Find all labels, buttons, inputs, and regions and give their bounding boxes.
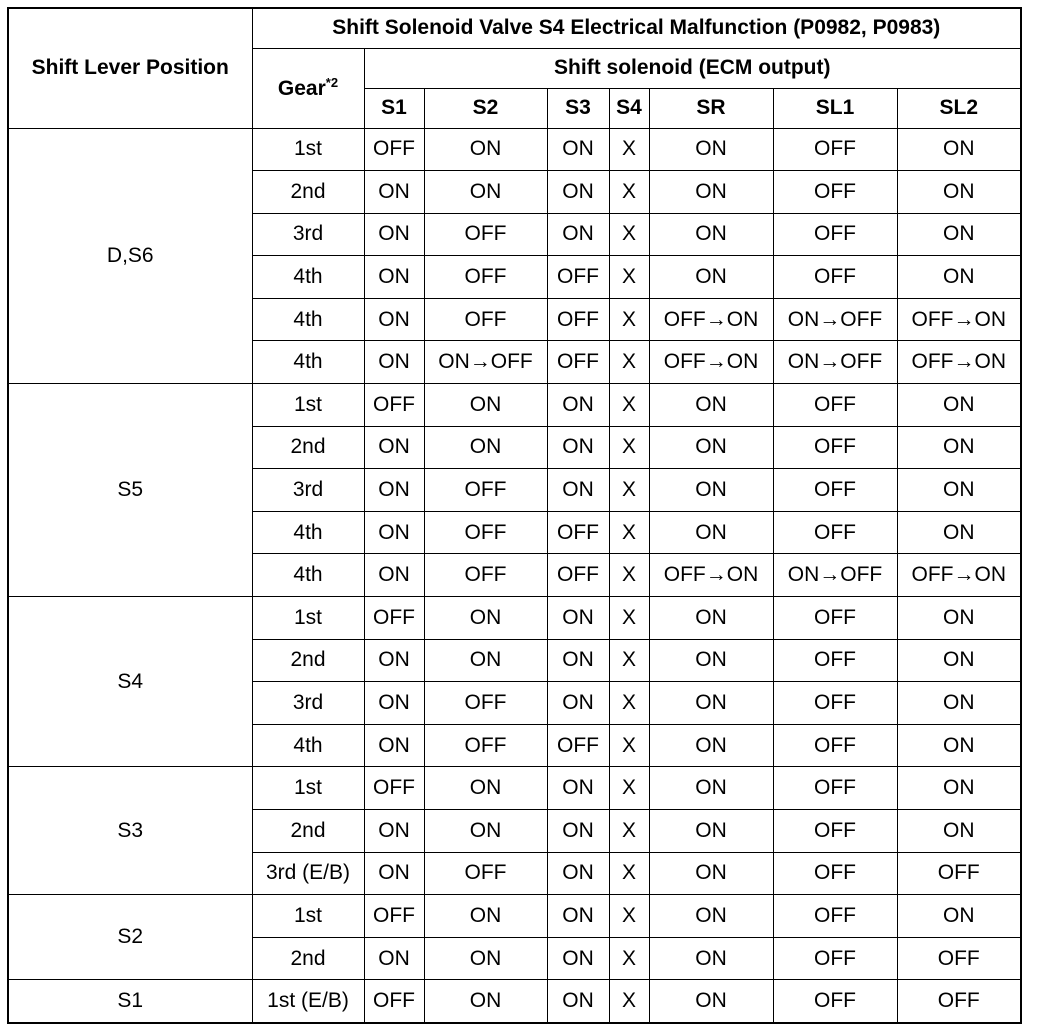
solenoid-state-cell: ON — [547, 426, 609, 469]
solenoid-state-cell: ON — [649, 511, 773, 554]
solenoid-state-cell: ON — [897, 384, 1021, 427]
solenoid-state-cell: X — [609, 597, 649, 640]
solenoid-state-cell: ON — [364, 469, 424, 512]
solenoid-state-cell: OFF→ON — [649, 554, 773, 597]
solenoid-state-cell: ON — [897, 810, 1021, 853]
gear-cell: 1st — [252, 384, 364, 427]
gear-cell: 4th — [252, 724, 364, 767]
solenoid-state-cell: OFF→ON — [649, 298, 773, 341]
solenoid-state-cell: ON — [364, 810, 424, 853]
solenoid-state-cell: ON — [649, 852, 773, 895]
solenoid-state-cell: X — [609, 341, 649, 384]
solenoid-state-cell: ON — [547, 980, 609, 1023]
solenoid-state-cell: OFF — [424, 256, 547, 299]
solenoid-state-cell: OFF — [424, 511, 547, 554]
gear-cell: 4th — [252, 341, 364, 384]
solenoid-state-cell: OFF — [547, 724, 609, 767]
solenoid-state-cell: ON — [364, 298, 424, 341]
column-header-s3: S3 — [547, 88, 609, 128]
solenoid-state-cell: ON — [424, 171, 547, 214]
solenoid-table — [7, 7, 1022, 1024]
solenoid-state-cell: OFF — [773, 810, 897, 853]
gear-cell: 4th — [252, 298, 364, 341]
solenoid-state-cell: X — [609, 980, 649, 1023]
table-header — [8, 8, 1021, 128]
solenoid-state-cell: ON — [649, 767, 773, 810]
solenoid-state-cell: ON — [649, 128, 773, 171]
solenoid-state-cell: X — [609, 128, 649, 171]
solenoid-state-cell: OFF — [773, 980, 897, 1023]
solenoid-state-cell: OFF — [773, 724, 897, 767]
solenoid-state-cell: OFF — [773, 937, 897, 980]
solenoid-state-cell: ON — [649, 810, 773, 853]
solenoid-state-cell: ON — [424, 597, 547, 640]
solenoid-state-cell: ON — [547, 639, 609, 682]
solenoid-state-cell: ON — [649, 213, 773, 256]
solenoid-state-cell: X — [609, 426, 649, 469]
solenoid-state-cell: ON→OFF — [773, 554, 897, 597]
solenoid-state-cell: X — [609, 384, 649, 427]
solenoid-state-cell: OFF — [547, 256, 609, 299]
solenoid-state-cell: ON — [547, 171, 609, 214]
solenoid-state-cell: ON — [424, 128, 547, 171]
solenoid-state-cell: OFF — [364, 597, 424, 640]
solenoid-state-cell: OFF — [773, 256, 897, 299]
solenoid-state-cell: ON — [897, 469, 1021, 512]
solenoid-state-cell: OFF — [424, 724, 547, 767]
shift-lever-position-cell: S2 — [8, 895, 252, 980]
solenoid-state-cell: ON — [424, 980, 547, 1023]
solenoid-state-cell: OFF — [897, 980, 1021, 1023]
gear-cell: 1st — [252, 767, 364, 810]
solenoid-state-cell: ON — [897, 256, 1021, 299]
solenoid-state-cell: ON — [897, 767, 1021, 810]
shift-lever-position-cell: D,S6 — [8, 128, 252, 384]
solenoid-state-cell: ON→OFF — [424, 341, 547, 384]
solenoid-state-cell: ON — [424, 937, 547, 980]
solenoid-state-cell: ON — [649, 895, 773, 938]
solenoid-state-cell: OFF — [773, 639, 897, 682]
solenoid-state-cell: ON — [364, 639, 424, 682]
solenoid-state-cell: ON — [547, 469, 609, 512]
solenoid-state-cell: X — [609, 469, 649, 512]
solenoid-state-cell: ON — [649, 256, 773, 299]
solenoid-state-cell: OFF — [547, 511, 609, 554]
solenoid-state-cell: ON — [547, 895, 609, 938]
solenoid-state-cell: OFF — [364, 384, 424, 427]
solenoid-state-cell: OFF — [773, 511, 897, 554]
solenoid-state-cell: ON — [649, 980, 773, 1023]
solenoid-state-cell: OFF — [424, 852, 547, 895]
solenoid-state-cell: OFF — [773, 597, 897, 640]
solenoid-state-cell: OFF — [547, 554, 609, 597]
solenoid-state-cell: ON — [897, 128, 1021, 171]
solenoid-state-cell: ON — [424, 767, 547, 810]
table-row — [8, 128, 1021, 171]
solenoid-state-cell: ON — [897, 724, 1021, 767]
solenoid-state-cell: ON — [424, 639, 547, 682]
gear-cell: 2nd — [252, 937, 364, 980]
solenoid-state-cell: X — [609, 256, 649, 299]
gear-cell: 3rd — [252, 213, 364, 256]
solenoid-state-cell: ON — [364, 256, 424, 299]
shift-lever-position-header: Shift Lever Position — [8, 8, 252, 128]
solenoid-state-cell: X — [609, 171, 649, 214]
solenoid-state-cell: ON — [364, 554, 424, 597]
shift-solenoid-group-header: Shift solenoid (ECM output) — [364, 48, 1021, 88]
solenoid-state-cell: ON — [897, 171, 1021, 214]
solenoid-state-cell: X — [609, 298, 649, 341]
solenoid-state-cell: OFF — [773, 469, 897, 512]
solenoid-state-cell: OFF — [773, 128, 897, 171]
column-header-sl2: SL2 — [897, 88, 1021, 128]
solenoid-state-cell: OFF — [364, 980, 424, 1023]
shift-lever-position-cell: S3 — [8, 767, 252, 895]
solenoid-state-cell: OFF→ON — [897, 298, 1021, 341]
solenoid-state-cell: ON — [897, 511, 1021, 554]
gear-header-label: Gear — [277, 77, 326, 100]
solenoid-state-cell: OFF — [897, 937, 1021, 980]
solenoid-state-cell: X — [609, 724, 649, 767]
solenoid-state-cell: OFF — [773, 895, 897, 938]
solenoid-state-cell: OFF→ON — [897, 341, 1021, 384]
gear-cell: 4th — [252, 256, 364, 299]
solenoid-state-cell: OFF — [773, 426, 897, 469]
shift-lever-position-cell: S5 — [8, 384, 252, 597]
solenoid-state-cell: ON — [547, 682, 609, 725]
solenoid-state-cell: OFF — [364, 128, 424, 171]
column-header-sr: SR — [649, 88, 773, 128]
gear-cell: 3rd (E/B) — [252, 852, 364, 895]
solenoid-state-cell: OFF→ON — [897, 554, 1021, 597]
solenoid-state-cell: ON — [897, 426, 1021, 469]
solenoid-state-cell: OFF — [364, 767, 424, 810]
solenoid-state-cell: OFF — [773, 384, 897, 427]
solenoid-state-cell: X — [609, 213, 649, 256]
table-row — [8, 980, 1021, 1023]
column-header-sl1: SL1 — [773, 88, 897, 128]
shift-lever-position-cell: S4 — [8, 597, 252, 767]
solenoid-state-cell: OFF — [424, 554, 547, 597]
solenoid-state-cell: ON — [424, 426, 547, 469]
solenoid-state-cell: ON — [897, 895, 1021, 938]
solenoid-state-cell: X — [609, 682, 649, 725]
gear-footnote-marker: *2 — [325, 75, 339, 90]
gear-cell: 3rd — [252, 682, 364, 725]
solenoid-state-cell: OFF→ON — [649, 341, 773, 384]
solenoid-state-cell: OFF — [424, 682, 547, 725]
shift-lever-position-cell: S1 — [8, 980, 252, 1023]
table-body — [8, 128, 1021, 1023]
solenoid-state-cell: ON — [649, 426, 773, 469]
solenoid-state-cell: ON — [424, 384, 547, 427]
gear-cell: 1st — [252, 597, 364, 640]
solenoid-state-cell: ON — [547, 767, 609, 810]
solenoid-state-cell: ON — [364, 852, 424, 895]
column-header-s4: S4 — [609, 88, 649, 128]
solenoid-state-cell: ON — [364, 511, 424, 554]
solenoid-state-cell: ON — [364, 426, 424, 469]
gear-header — [252, 48, 364, 128]
solenoid-state-cell: ON — [547, 384, 609, 427]
table-row — [8, 895, 1021, 938]
gear-cell: 2nd — [252, 810, 364, 853]
gear-cell: 1st — [252, 128, 364, 171]
solenoid-state-cell: X — [609, 639, 649, 682]
solenoid-state-cell: X — [609, 852, 649, 895]
solenoid-state-cell: OFF — [364, 895, 424, 938]
solenoid-state-cell: ON — [547, 937, 609, 980]
solenoid-state-cell: ON — [547, 852, 609, 895]
solenoid-state-cell: X — [609, 554, 649, 597]
solenoid-state-cell: OFF — [547, 298, 609, 341]
solenoid-state-cell: ON — [424, 810, 547, 853]
solenoid-state-cell: ON→OFF — [773, 298, 897, 341]
solenoid-state-cell: X — [609, 810, 649, 853]
solenoid-state-cell: OFF — [424, 298, 547, 341]
gear-cell: 1st (E/B) — [252, 980, 364, 1023]
solenoid-state-cell: ON — [649, 597, 773, 640]
solenoid-state-cell: ON — [424, 895, 547, 938]
solenoid-state-cell: ON — [364, 682, 424, 725]
gear-cell: 2nd — [252, 426, 364, 469]
solenoid-state-cell: OFF — [773, 767, 897, 810]
solenoid-state-cell: ON — [649, 469, 773, 512]
solenoid-state-cell: X — [609, 937, 649, 980]
solenoid-state-cell: ON — [649, 937, 773, 980]
solenoid-state-cell: ON — [364, 937, 424, 980]
solenoid-state-cell: ON — [649, 384, 773, 427]
solenoid-state-cell: X — [609, 511, 649, 554]
gear-cell: 1st — [252, 895, 364, 938]
solenoid-state-cell: ON — [897, 682, 1021, 725]
gear-cell: 2nd — [252, 171, 364, 214]
solenoid-state-cell: ON→OFF — [773, 341, 897, 384]
solenoid-state-cell: ON — [649, 682, 773, 725]
solenoid-state-cell: OFF — [773, 682, 897, 725]
column-header-s1: S1 — [364, 88, 424, 128]
table-title: Shift Solenoid Valve S4 Electrical Malfunction (P0982, P0983) — [252, 8, 1021, 48]
solenoid-state-cell: ON — [547, 810, 609, 853]
solenoid-state-cell: ON — [547, 213, 609, 256]
solenoid-state-cell: OFF — [424, 469, 547, 512]
solenoid-state-cell: X — [609, 767, 649, 810]
solenoid-state-cell: ON — [364, 724, 424, 767]
solenoid-state-cell: ON — [364, 171, 424, 214]
solenoid-state-cell: OFF — [773, 213, 897, 256]
solenoid-state-cell: ON — [364, 213, 424, 256]
gear-cell: 3rd — [252, 469, 364, 512]
solenoid-state-cell: ON — [897, 213, 1021, 256]
table-row — [8, 384, 1021, 427]
solenoid-state-cell: ON — [897, 639, 1021, 682]
table-row — [8, 767, 1021, 810]
solenoid-state-cell: ON — [649, 639, 773, 682]
solenoid-state-cell: ON — [649, 171, 773, 214]
solenoid-state-cell: OFF — [424, 213, 547, 256]
table-row — [8, 597, 1021, 640]
solenoid-state-cell: ON — [547, 597, 609, 640]
solenoid-state-cell: ON — [547, 128, 609, 171]
gear-cell: 4th — [252, 554, 364, 597]
column-header-s2: S2 — [424, 88, 547, 128]
solenoid-state-cell: OFF — [773, 852, 897, 895]
solenoid-state-cell: X — [609, 895, 649, 938]
solenoid-state-cell: OFF — [773, 171, 897, 214]
solenoid-state-cell: ON — [897, 597, 1021, 640]
gear-cell: 2nd — [252, 639, 364, 682]
solenoid-state-cell: OFF — [897, 852, 1021, 895]
solenoid-state-cell: ON — [364, 341, 424, 384]
solenoid-state-cell: OFF — [547, 341, 609, 384]
solenoid-state-cell: ON — [649, 724, 773, 767]
gear-cell: 4th — [252, 511, 364, 554]
